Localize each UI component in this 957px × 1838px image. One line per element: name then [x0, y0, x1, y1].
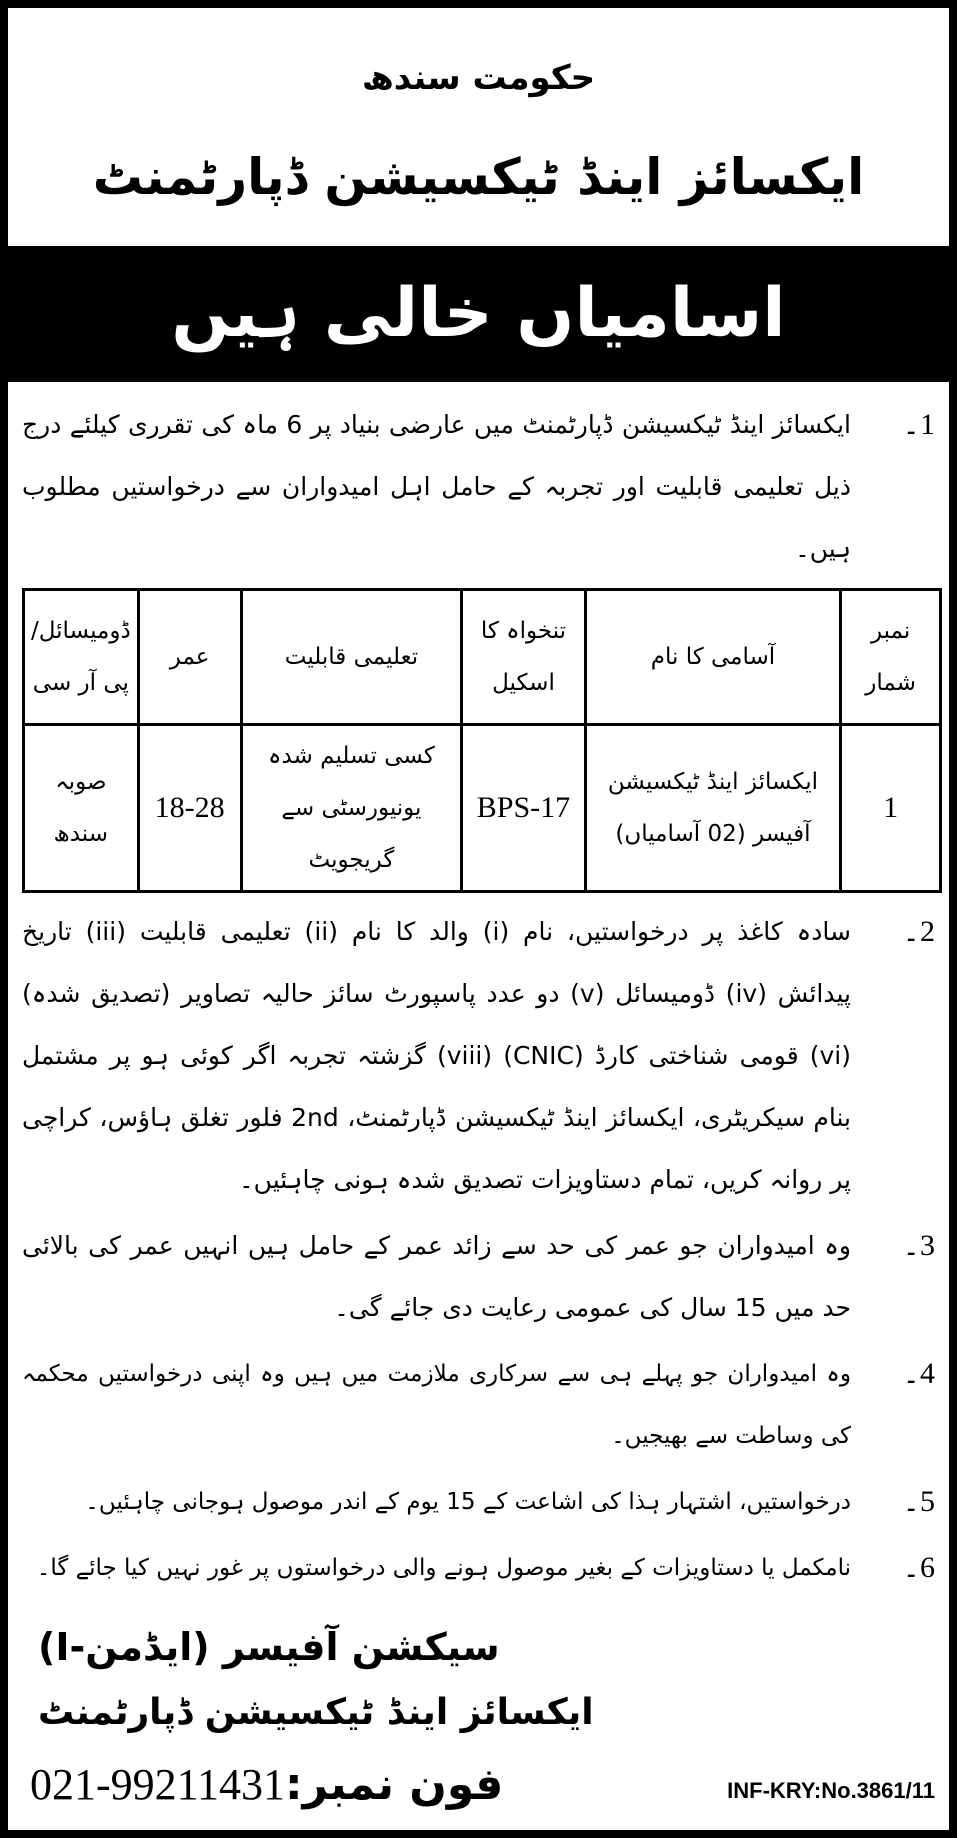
header — [8, 8, 949, 246]
reference-number: INF-KRY:No.3861/11 — [727, 1778, 935, 1804]
phone-line — [30, 1759, 503, 1810]
cell-age: 18-28 — [138, 725, 241, 892]
paragraph-number: 5۔ — [902, 1485, 935, 1518]
paragraph-4 — [22, 1343, 935, 1467]
cell-domicile: صوبہ سندھ — [24, 725, 139, 892]
col-qualification: تعلیمی قابلیت — [241, 590, 462, 725]
signature-title-line — [22, 1617, 935, 1678]
paragraph-number: 1۔ — [902, 408, 935, 441]
paragraph-number: 3۔ — [902, 1229, 935, 1262]
government-title: حکومت سندھ — [361, 58, 596, 98]
cell-post-name: ایکسائز اینڈ ٹیکسیشن آفیسر (02 آسامیاں) — [585, 725, 841, 892]
paragraph-text: ایکسائز اینڈ ٹیکسیشن ڈپارٹمنٹ میں عارضی بنیاد پر 6 ماہ کی تقرری کیلئے درج ذیل تعلیمی قابلیت اور تجربہ کے حامل اہل امیدواران سے درخواستیں مطلوب ہیں۔ — [22, 410, 851, 563]
cell-qualification: کسی تسلیم شدہ یونیورسٹی سے گریجویٹ — [241, 725, 462, 892]
content — [8, 382, 949, 1830]
signature-department-line — [22, 1684, 935, 1742]
paragraph-2 — [22, 901, 935, 1211]
paragraph-3 — [22, 1215, 935, 1339]
paragraph-6 — [22, 1537, 935, 1599]
vacancy-table — [22, 588, 942, 893]
paragraph-text: درخواستیں، اشتہار ہذا کی اشاعت کے 15 یوم کے اندر موصول ہوجانی چاہئیں۔ — [85, 1489, 851, 1515]
phone-number: 021-99211431 — [30, 1760, 286, 1810]
col-pay-scale: تنخواہ کا اسکیل — [462, 590, 585, 725]
col-age: عمر — [138, 590, 241, 725]
paragraph-number: 6۔ — [902, 1551, 935, 1584]
table-header-row — [24, 590, 941, 725]
cell-serial: 1 — [841, 725, 941, 892]
paragraph-text: وہ امیدواران جو عمر کی حد سے زائد عمر کے حامل ہیں انہیں عمر کی بالائی حد میں 15 سال کی عمومی رعایت دی جائے گی۔ — [22, 1231, 851, 1322]
advertisement-page — [8, 8, 949, 1830]
signature-department: ایکسائز اینڈ ٹیکسیشن ڈپارٹمنٹ — [38, 1691, 594, 1733]
paragraph-number: 2۔ — [902, 915, 935, 948]
col-serial: نمبر شمار — [841, 590, 941, 725]
paragraph-text: نامکمل یا دستاویزات کے بغیر موصول ہونے والی درخواستوں پر غور نہیں کیا جائے گا۔ — [36, 1555, 851, 1581]
col-domicile: ڈومیسائل/ پی آر سی — [24, 590, 139, 725]
paragraph-number: 4۔ — [902, 1357, 935, 1390]
paragraph-1 — [22, 394, 935, 580]
table-row — [24, 725, 941, 892]
signature-title: سیکشن آفیسر (ایڈمن-I) — [38, 1625, 500, 1669]
footer — [22, 1759, 935, 1810]
col-post-name: آسامی کا نام — [585, 590, 841, 725]
phone-label: فون نمبر: — [285, 1759, 504, 1811]
paragraph-5 — [22, 1471, 935, 1533]
department-title: ایکسائز اینڈ ٹیکسیشن ڈپارٹمنٹ — [92, 148, 865, 206]
paragraph-text: سادہ کاغذ پر درخواستیں، نام (i) والد کا نام (ii) تعلیمی قابلیت (iii) تاریخ پیدائش (iv) ڈومیسائل (v) دو عدد پاسپورٹ سائز حالیہ تصاویر (تصدیق شدہ) (vi) قومی شناختی کارڈ (CNIC) (viii) گزشتہ تجربہ اگر کوئی ہو پر مشتمل بنام سیکریٹری، ایکسائز اینڈ ٹیکسیشن ڈپارٹمنٹ، 2nd فلور تغلق ہاؤس، کراچی پر روانہ کریں، تمام دستاویزات تصدیق شدہ ہونی چاہئیں۔ — [22, 917, 851, 1194]
cell-pay-scale: BPS-17 — [462, 725, 585, 892]
vacancies-banner: اسامیاں خالی ہیں — [0, 246, 957, 382]
paragraph-text: وہ امیدواران جو پہلے ہی سے سرکاری ملازمت میں ہیں وہ اپنی درخواستیں محکمہ کی وساطت سے بھیجیں۔ — [22, 1361, 851, 1449]
